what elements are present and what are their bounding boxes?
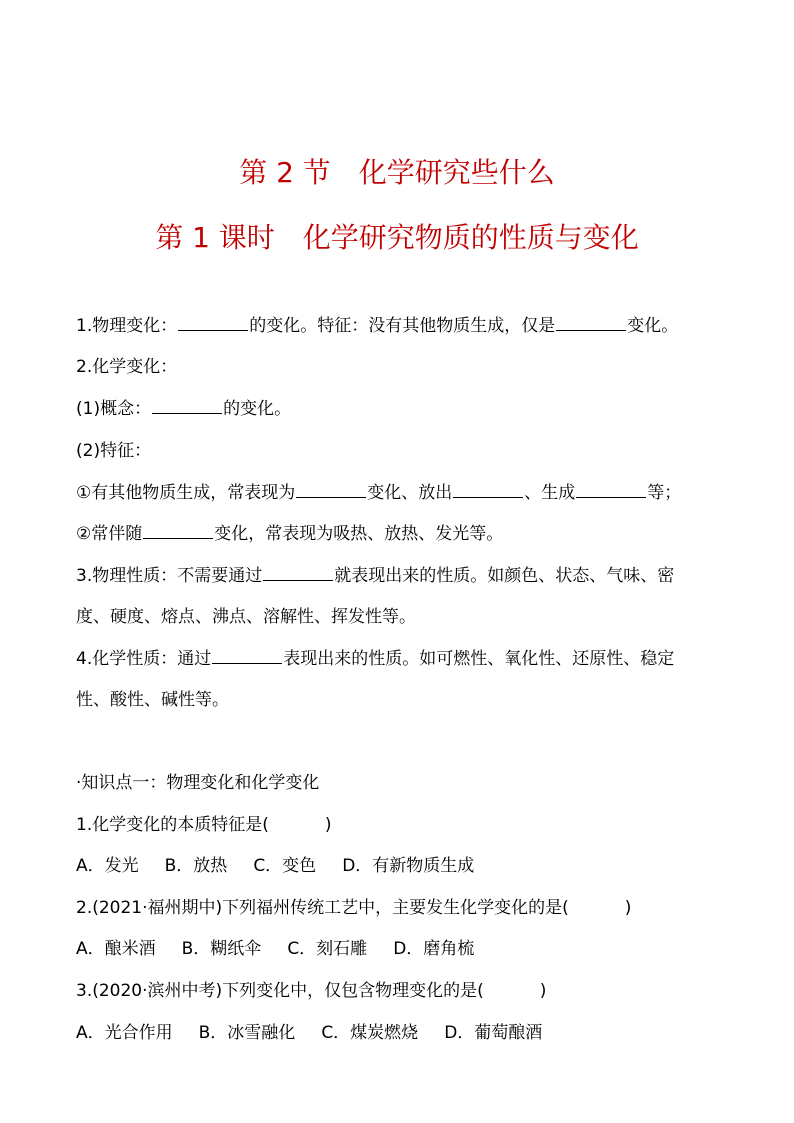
option-d[interactable]: D．有新物质生成 xyxy=(342,856,475,876)
option-c[interactable]: C．变色 xyxy=(253,856,317,876)
concept-line-6: ②常伴随 变化，常表现为吸热、放热、发光等。 xyxy=(76,524,504,544)
fill-blank[interactable] xyxy=(556,316,626,331)
option-b[interactable]: B．糊纸伞 xyxy=(181,939,262,959)
option-a[interactable]: A．发光 xyxy=(76,856,139,876)
concept-line-4: (2)特征： xyxy=(76,441,152,461)
fill-blank[interactable] xyxy=(576,483,646,498)
fill-blank[interactable] xyxy=(152,399,222,414)
concept-line-2: 2.化学变化： xyxy=(76,357,178,377)
fill-blank[interactable] xyxy=(178,316,248,331)
fill-blank[interactable] xyxy=(453,483,523,498)
concept-line-8: 度、硬度、熔点、沸点、溶解性、挥发性等。 xyxy=(76,607,416,627)
concept-line-5: ①有其他物质生成，常表现为 变化、放出 、生成 等； xyxy=(76,483,682,503)
question-1-stem: 1.化学变化的本质特征是( ) xyxy=(76,815,332,835)
fill-blank[interactable] xyxy=(263,566,333,581)
option-c[interactable]: C．煤炭燃烧 xyxy=(321,1023,419,1043)
lesson-title: 第 1 课时 化学研究物质的性质与变化 xyxy=(155,221,639,254)
fill-blank[interactable] xyxy=(296,483,366,498)
concept-line-9: 4.化学性质：通过 表现出来的性质。如可燃性、氧化性、还原性、稳定 xyxy=(76,649,675,669)
option-a[interactable]: A．光合作用 xyxy=(76,1023,173,1043)
concept-line-7: 3.物理性质：不需要通过 就表现出来的性质。如颜色、状态、气味、密 xyxy=(76,566,675,586)
fill-blank[interactable] xyxy=(143,524,213,539)
section-title: 第 2 节 化学研究些什么 xyxy=(239,156,555,189)
option-a[interactable]: A．酿米酒 xyxy=(76,939,156,959)
option-d[interactable]: D．磨角梳 xyxy=(393,939,475,959)
concept-line-10: 性、酸性、碱性等。 xyxy=(76,690,229,710)
knowledge-point-heading: ·知识点一：物理变化和化学变化 xyxy=(76,773,320,793)
question-3-stem: 3.(2020·滨州中考)下列变化中，仅包含物理变化的是( ) xyxy=(76,981,547,1001)
fill-blank[interactable] xyxy=(212,649,282,664)
option-b[interactable]: B．冰雪融化 xyxy=(198,1023,296,1043)
question-2-options xyxy=(76,937,474,961)
question-3-options xyxy=(76,1021,542,1045)
option-d[interactable]: D．葡萄酿酒 xyxy=(444,1023,543,1043)
option-b[interactable]: B．放热 xyxy=(164,856,228,876)
question-2-stem: 2.(2021·福州期中)下列福州传统工艺中，主要发生化学变化的是( ) xyxy=(76,898,632,918)
question-1-options xyxy=(76,854,474,878)
concept-line-1: 1.物理变化： 的变化。特征：没有其他物质生成，仅是 变化。 xyxy=(76,316,679,336)
concept-line-3: (1)概念： 的变化。 xyxy=(76,399,292,419)
option-c[interactable]: C．刻石雕 xyxy=(287,939,368,959)
